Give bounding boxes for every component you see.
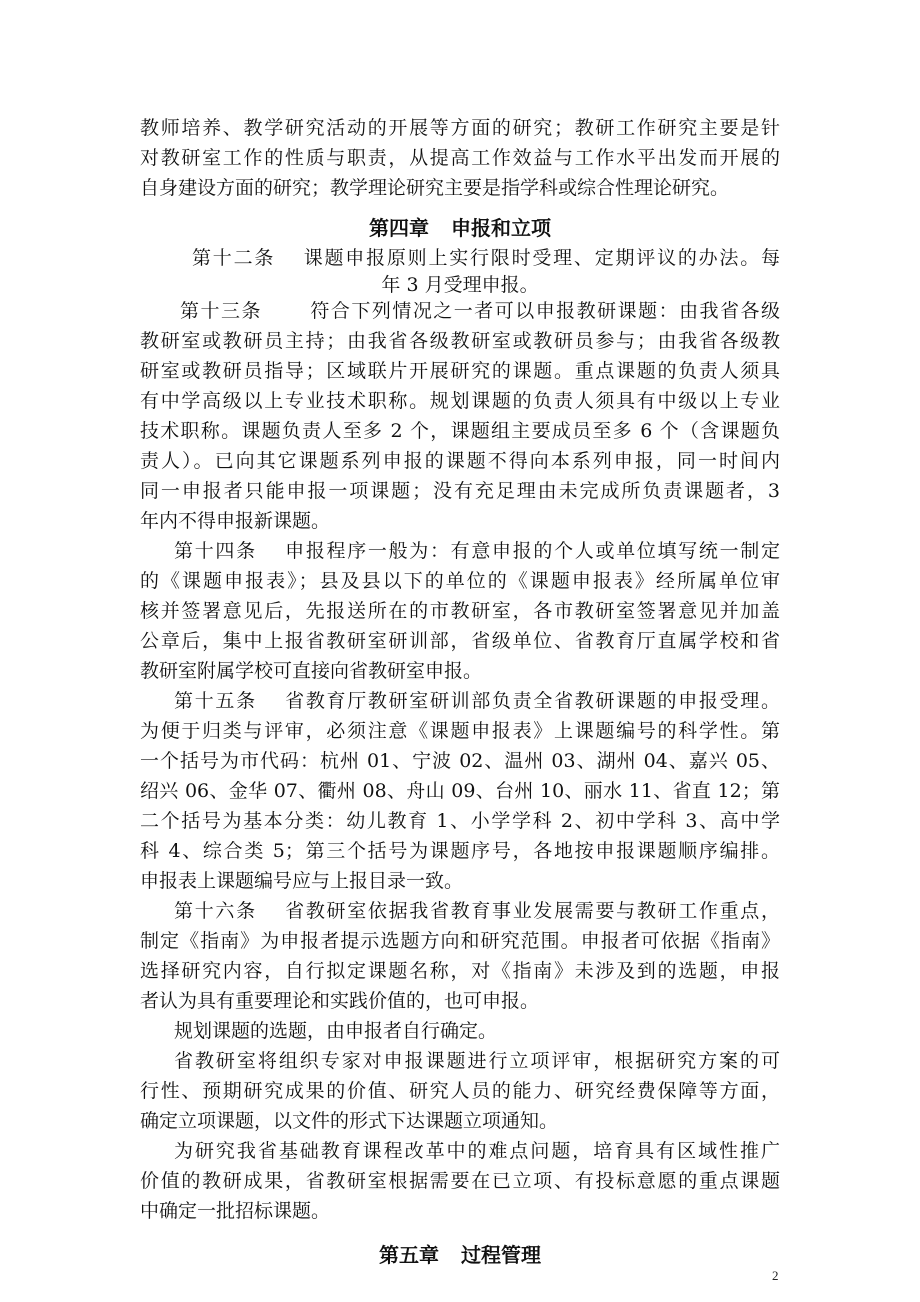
article-15-line: 一个括号为市代码：杭州 01、宁波 02、温州 03、湖州 04、嘉兴 05、 — [140, 750, 780, 772]
chapter-heading — [140, 1240, 780, 1270]
bid-line: 价值的教研成果，省教研室根据需要在已立项、有投标意愿的重点课题 — [140, 1170, 780, 1192]
article-15-line: 科 4、综合类 5；第三个括号为课题序号，各地按申报课题顺序编排。 — [140, 840, 780, 862]
chapter-number: 第四章 — [369, 216, 429, 240]
article-12-line: 第十二条 课题申报原则上实行限时受理、定期评议的办法。每 — [192, 247, 780, 269]
article-14-line: 第十四条 申报程序一般为：有意申报的个人或单位填写统一制定 — [174, 540, 780, 562]
article-16-line: 制定《指南》为申报者提示选题方向和研究范围。申报者可依据《指南》 — [140, 930, 780, 952]
article-15-line: 为便于归类与评审，必须注意《课题申报表》上课题编号的科学性。第 — [140, 720, 780, 742]
bid-line: 中确定一批招标课题。 — [140, 1200, 331, 1222]
article-12-line: 年 3 月受理申报。 — [381, 274, 539, 296]
review-line: 省教研室将组织专家对申报课题进行立项评审，根据研究方案的可 — [174, 1050, 780, 1072]
article-13-line: 研室或教研员指导；区域联片开展研究的课题。重点课题的负责人须具 — [140, 360, 780, 382]
article-14-line: 教研室附属学校可直接向省教研室申报。 — [140, 660, 483, 682]
article-13-line: 第十三条 符合下列情况之一者可以申报教研课题：由我省各级 — [180, 300, 780, 322]
article-14-line: 的《课题申报表》；县及县以下的单位的《课题申报表》经所属单位审 — [140, 570, 780, 592]
article-14-line: 核并签署意见后，先报送所在的市教研室，各市教研室签署意见并加盖 — [140, 600, 780, 622]
article-16-line: 选择研究内容，自行拟定课题名称，对《指南》未涉及到的选题，申报 — [140, 960, 780, 982]
article-13-line: 同一申报者只能申报一项课题；没有充足理由未完成所负责课题者，3 — [140, 480, 780, 502]
article-13-line: 有中学高级以上专业技术职称。规划课题的负责人须具有中级以上专业 — [140, 390, 780, 412]
article-15-line: 二个括号为基本分类：幼儿教育 1、小学学科 2、初中学科 3、高中学 — [140, 810, 780, 832]
article-13-line: 责人）。已向其它课题系列申报的课题不得向本系列申报，同一时间内 — [140, 450, 780, 472]
page-number: 2 — [772, 1268, 779, 1283]
article-13-line: 年内不得申报新课题。 — [140, 510, 331, 532]
bid-line: 为研究我省基础教育课程改革中的难点问题，培育具有区域性推广 — [174, 1140, 780, 1162]
review-line: 行性、预期研究成果的价值、研究人员的能力、研究经费保障等方面， — [140, 1080, 780, 1102]
article-16-line: 者认为具有重要理论和实践价值的，也可申报。 — [140, 990, 540, 1012]
chapter-number: 第五章 — [379, 1243, 439, 1267]
chapter-title: 过程管理 — [461, 1243, 541, 1267]
article-13-line: 教研室或教研员主持；由我省各级教研室或教研员参与；由我省各级教 — [140, 330, 780, 352]
article-13-line: 技术职称。课题负责人至多 2 个，课题组主要成员至多 6 个（含课题负 — [140, 420, 780, 442]
paragraph-line: 对教研室工作的性质与职责，从提高工作效益与工作水平出发而开展的 — [140, 147, 780, 169]
review-line: 确定立项课题，以文件的形式下达课题立项通知。 — [140, 1110, 559, 1132]
article-15-line: 第十五条 省教育厅教研室研训部负责全省教研课题的申报受理。 — [174, 690, 780, 712]
plan-topic-line: 规划课题的选题，由申报者自行确定。 — [174, 1020, 498, 1042]
article-16-line: 第十六条 省教研室依据我省教育事业发展需要与教研工作重点， — [174, 900, 780, 922]
chapter-title: 申报和立项 — [451, 216, 551, 240]
paragraph-line: 自身建设方面的研究；教学理论研究主要是指学科或综合性理论研究。 — [140, 177, 730, 199]
paragraph-line: 教师培养、教学研究活动的开展等方面的研究；教研工作研究主要是针 — [140, 117, 780, 139]
article-15-line: 绍兴 06、金华 07、衢州 08、舟山 09、台州 10、丽水 11、省直 12；第 — [140, 780, 780, 802]
article-15-line: 申报表上课题编号应与上报目录一致。 — [140, 870, 464, 892]
article-14-line: 公章后，集中上报省教研室研训部，省级单位、省教育厅直属学校和省 — [140, 630, 780, 652]
chapter-heading — [140, 213, 780, 243]
